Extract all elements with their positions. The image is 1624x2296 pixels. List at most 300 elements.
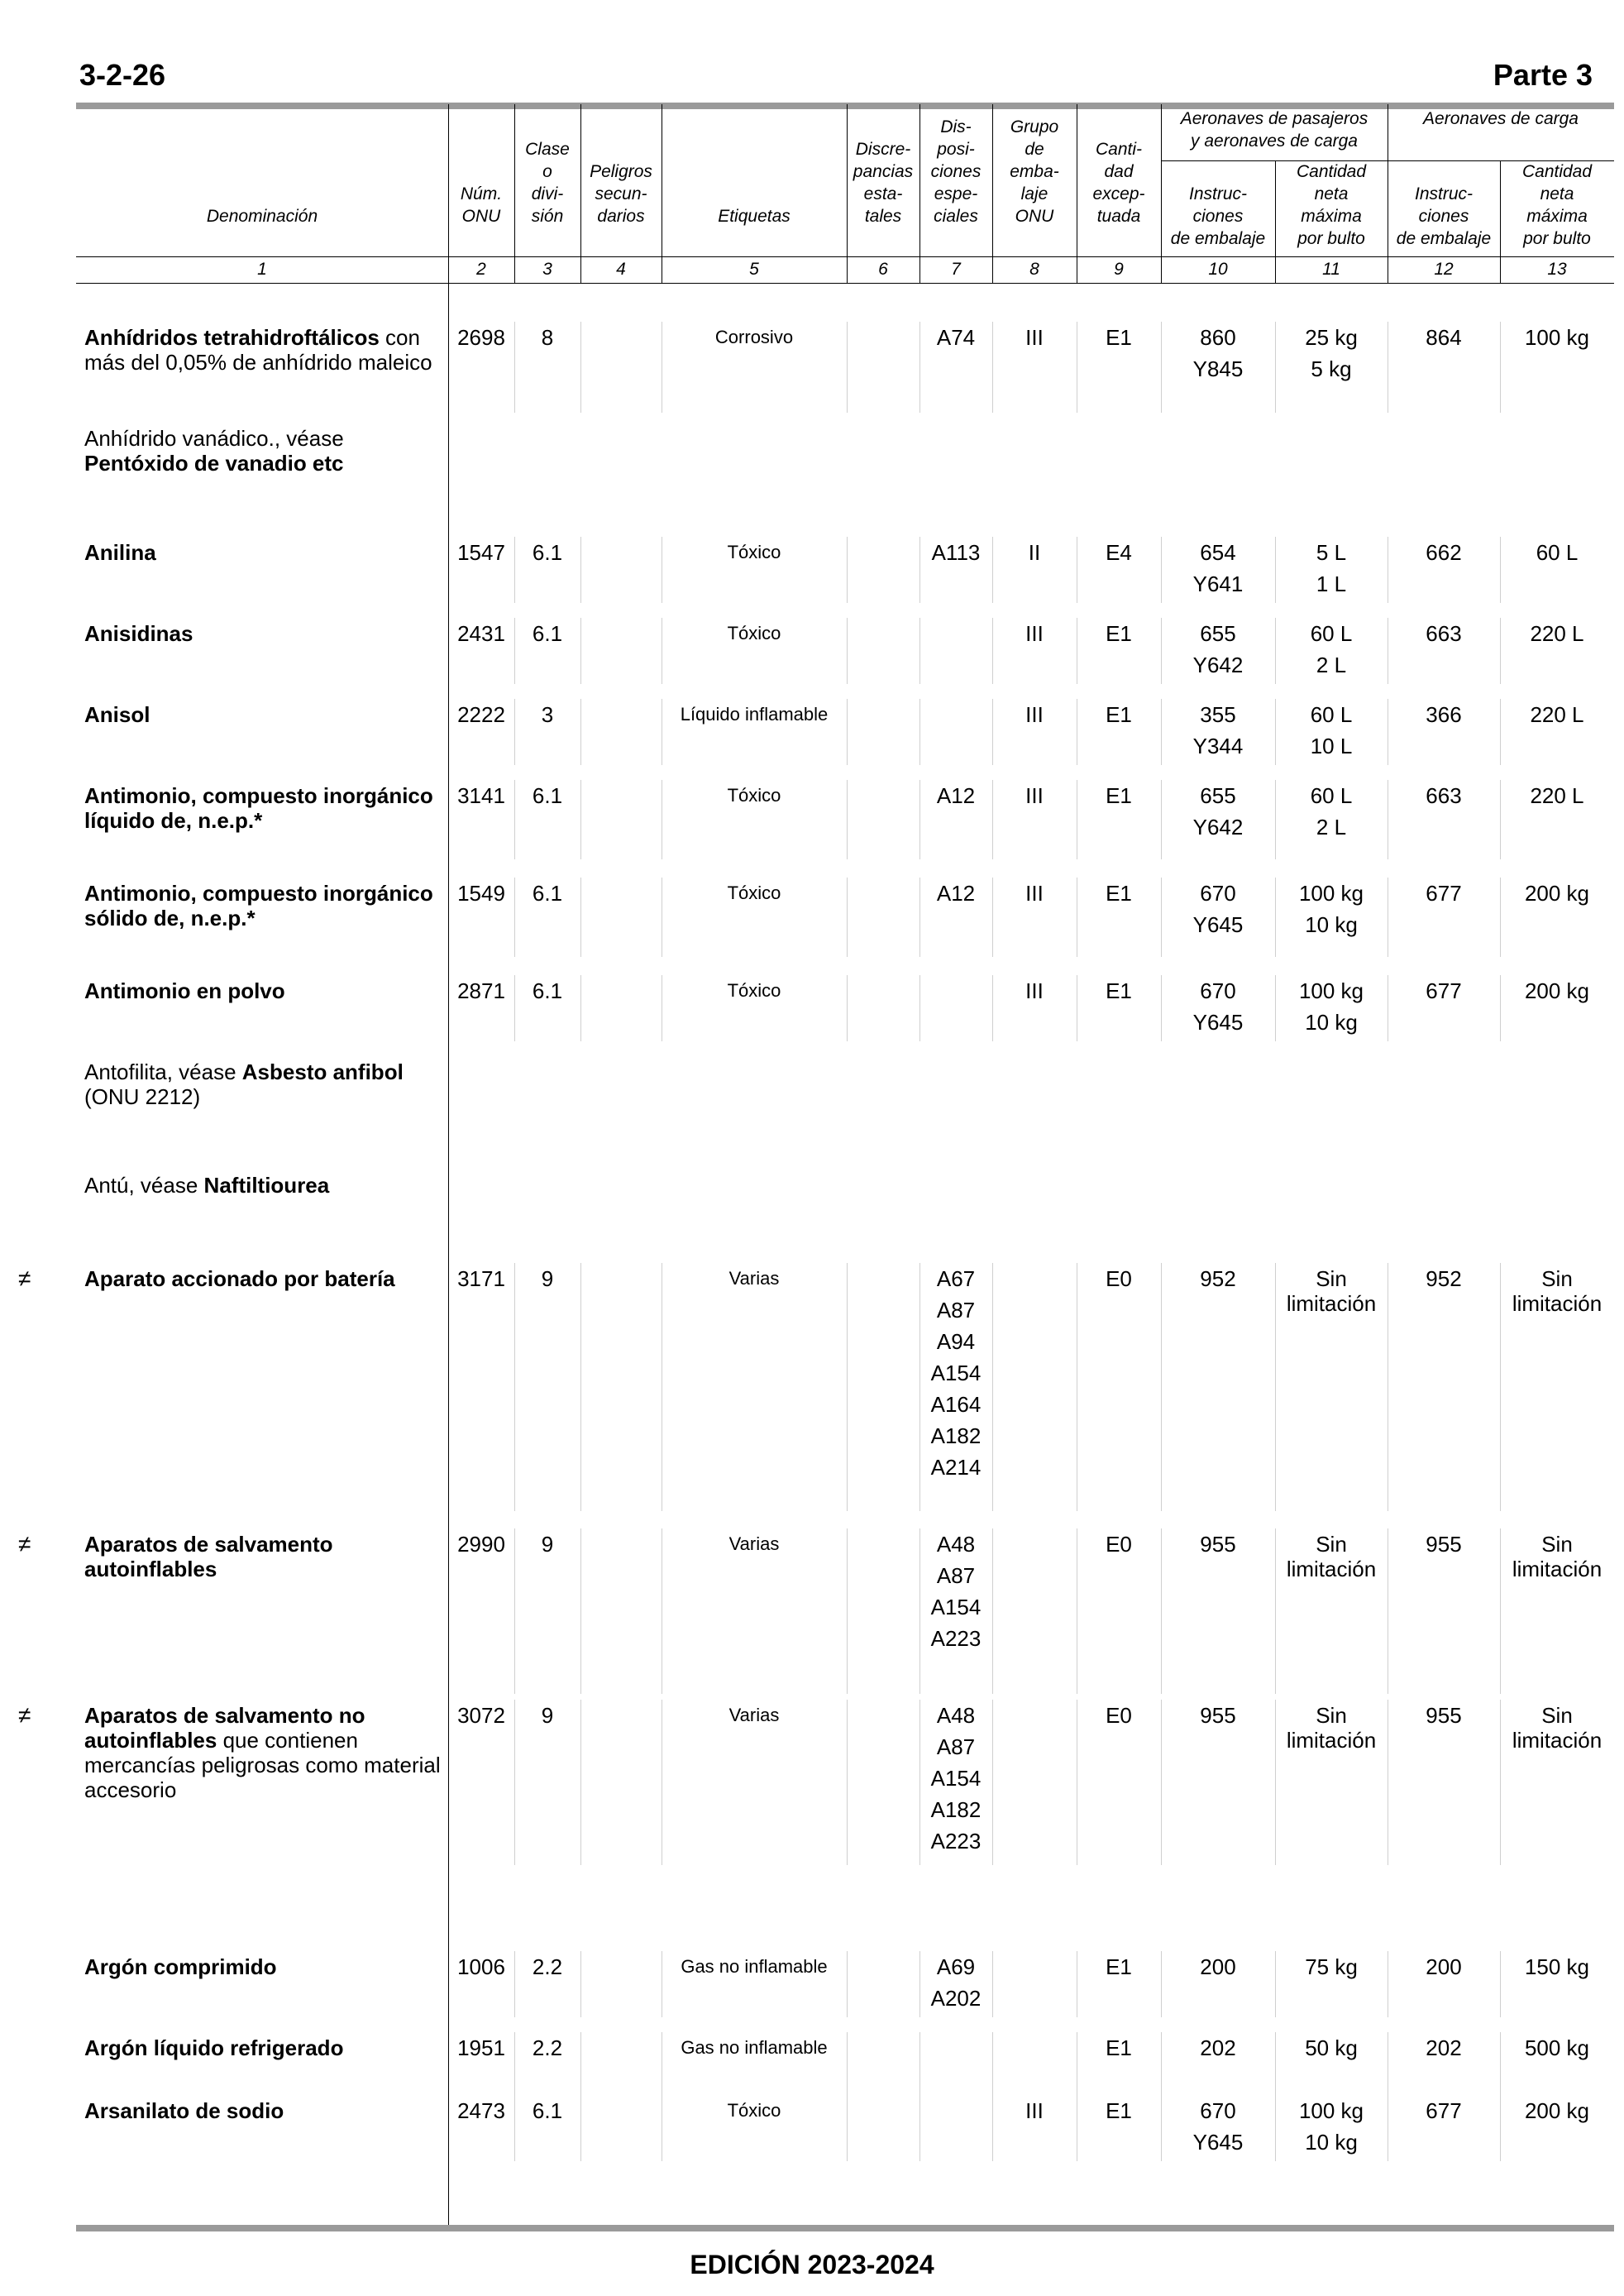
- hazard-class: 2.2: [532, 2035, 563, 2060]
- substance-name: [84, 621, 448, 646]
- net-quantity: 75 kg: [1305, 1954, 1358, 1979]
- header-group-cargo: Aeronaves de carga: [1423, 109, 1579, 128]
- packing-instruction: 952: [1200, 1266, 1236, 1291]
- row-column-guide: [1500, 1951, 1501, 2017]
- row-column-guide: [1275, 1528, 1276, 1694]
- hazard-class: 9: [541, 1703, 554, 1728]
- change-mark: ≠: [18, 1265, 31, 1291]
- row-column-guide: [992, 780, 993, 859]
- row-column-guide: [992, 1951, 993, 2017]
- colnum-11: 11: [1322, 260, 1340, 279]
- special-provision: A154: [930, 1766, 982, 1791]
- substance-name: [84, 978, 448, 1003]
- hazard-label: Tóxico: [727, 980, 781, 1001]
- row-column-guide: [580, 1951, 581, 2017]
- row-column-guide: [580, 1263, 581, 1511]
- row-column-guide: [1161, 878, 1162, 957]
- hazard-label: Tóxico: [727, 785, 781, 806]
- max-net-qty-passenger: [1275, 322, 1388, 385]
- packing-instruction-cargo: 202: [1426, 2035, 1462, 2060]
- name-bold: Aparatos de salvamento autoinflables: [84, 1532, 333, 1581]
- packing-instruction: Y645: [1192, 1010, 1244, 1035]
- excepted-quantity: E1: [1106, 621, 1132, 646]
- excepted-quantity: E1: [1106, 881, 1132, 906]
- substance-name: [84, 1266, 448, 1291]
- row-column-guide: [847, 2095, 848, 2161]
- row-column-guide: [514, 1263, 515, 1511]
- row-column-guide: [580, 780, 581, 859]
- packing-group: III: [1025, 2098, 1044, 2123]
- name-bold: Pentóxido de vanadio etc: [84, 451, 344, 476]
- page-number: 3-2-26: [79, 58, 166, 92]
- colnum-3: 3: [542, 260, 552, 279]
- row-column-guide: [1500, 1700, 1501, 1865]
- header-cantidad-pasajeros: Cantidad neta máxima por bulto: [1296, 162, 1367, 248]
- colnum-13: 13: [1547, 260, 1567, 279]
- special-provision: A74: [936, 325, 976, 350]
- max-net-qty-passenger: [1275, 618, 1388, 681]
- row-column-guide: [919, 1951, 920, 2017]
- net-quantity: Sin: [1316, 1266, 1347, 1291]
- header-peligros: Peligros secun- darios: [590, 162, 652, 226]
- packing-instruction: 955: [1200, 1703, 1236, 1728]
- row-column-guide: [919, 1528, 920, 1694]
- special-provision: A182: [930, 1423, 982, 1448]
- max-net-qty-cargo: [1500, 1266, 1614, 1316]
- net-quantity: 5 kg: [1311, 356, 1352, 381]
- packing-instruction: Y645: [1192, 2130, 1244, 2155]
- row-column-guide: [1500, 699, 1501, 765]
- packing-instruction-passenger: [1161, 1700, 1275, 1731]
- max-net-qty-passenger: [1275, 1703, 1388, 1753]
- row-column-guide: [514, 1951, 515, 2017]
- net-quantity: limitación: [1512, 1291, 1603, 1316]
- hazard-label: Tóxico: [727, 2100, 781, 2121]
- substance-name: [84, 1954, 448, 1979]
- row-column-guide: [1161, 2032, 1162, 2098]
- name-bold: Anisol: [84, 702, 150, 727]
- packing-instruction: 955: [1200, 1532, 1236, 1557]
- name-bold: Anhídridos tetrahidroftálicos: [84, 325, 380, 350]
- header-cantidad-carga: Cantidad neta máxima por bulto: [1521, 162, 1593, 248]
- packing-instruction-cargo: 677: [1426, 2098, 1462, 2123]
- special-provision: A87: [936, 1734, 976, 1759]
- excepted-quantity: E0: [1106, 1266, 1132, 1291]
- packing-instruction: Y641: [1192, 572, 1244, 596]
- net-quantity: 5 L: [1316, 540, 1347, 565]
- packing-instruction-cargo: 677: [1426, 881, 1462, 906]
- packing-instruction: 200: [1200, 1954, 1236, 1979]
- row-column-guide: [1500, 2095, 1501, 2161]
- max-net-qty-cargo: 100 kg: [1524, 325, 1590, 350]
- net-quantity: limitación: [1286, 1291, 1377, 1316]
- row-column-guide: [992, 878, 993, 957]
- special-provision: A12: [936, 881, 976, 906]
- name-bold: Anisidinas: [84, 621, 193, 646]
- row-column-guide: [1275, 2032, 1276, 2098]
- net-quantity: 25 kg: [1305, 325, 1358, 350]
- row-column-guide: [992, 1700, 993, 1865]
- special-provision: A154: [930, 1595, 982, 1619]
- header-instr-carga: Instruc- ciones de embalaje: [1396, 184, 1492, 248]
- special-provision: A69: [936, 1954, 976, 1979]
- substance-name: [84, 2098, 448, 2123]
- row-column-guide: [992, 1263, 993, 1511]
- special-provision: A154: [930, 1361, 982, 1385]
- row-column-guide: [580, 1528, 581, 1694]
- row-column-guide: [1500, 618, 1501, 684]
- substance-name: [84, 1173, 448, 1198]
- row-column-guide: [1500, 2032, 1501, 2098]
- net-quantity: Sin: [1316, 1532, 1347, 1557]
- special-provision: A48: [936, 1532, 976, 1557]
- row-column-guide: [992, 537, 993, 603]
- packing-instruction-passenger: [1161, 322, 1275, 385]
- row-column-guide: [847, 780, 848, 859]
- hazard-label: Varias: [728, 1268, 780, 1289]
- row-column-guide: [919, 780, 920, 859]
- packing-instruction: 355: [1200, 702, 1236, 727]
- hazard-label: Gas no inflamable: [681, 2037, 828, 2058]
- packing-group: II: [1028, 540, 1041, 565]
- row-column-guide: [992, 2095, 993, 2161]
- net-quantity: 100 kg: [1298, 881, 1364, 906]
- row-column-guide: [919, 2032, 920, 2098]
- row-column-guide: [919, 618, 920, 684]
- substance-name: [84, 783, 448, 833]
- hazard-label: Varias: [728, 1533, 780, 1554]
- row-column-guide: [992, 1528, 993, 1694]
- row-column-guide: [514, 1700, 515, 1865]
- excepted-quantity: E1: [1106, 2098, 1132, 2123]
- max-net-qty-passenger: [1275, 1266, 1388, 1316]
- packing-group: III: [1025, 325, 1044, 350]
- special-provisions: [919, 1263, 992, 1483]
- packing-instruction-cargo: 677: [1426, 978, 1462, 1003]
- row-column-guide: [1500, 1528, 1501, 1694]
- net-quantity: 2 L: [1316, 815, 1347, 839]
- row-column-guide: [1500, 975, 1501, 1041]
- net-quantity: 100 kg: [1298, 2098, 1364, 2123]
- row-column-guide: [919, 699, 920, 765]
- excepted-quantity: E0: [1106, 1532, 1132, 1557]
- special-provision: A94: [936, 1329, 976, 1354]
- row-column-guide: [514, 1528, 515, 1694]
- packing-instruction-passenger: [1161, 1263, 1275, 1294]
- colnum-1: 1: [257, 260, 267, 279]
- row-column-guide: [1161, 699, 1162, 765]
- row-column-guide: [847, 699, 848, 765]
- header-num-onu: Núm. ONU: [460, 184, 503, 226]
- max-net-qty-passenger: [1275, 2032, 1388, 2064]
- row-column-guide: [514, 878, 515, 957]
- bottom-rule: [76, 2225, 1614, 2231]
- net-quantity: 2 L: [1316, 653, 1347, 677]
- un-number: 2698: [457, 325, 505, 350]
- row-column-guide: [514, 975, 515, 1041]
- excepted-quantity: E1: [1106, 702, 1132, 727]
- max-net-qty-cargo: [1500, 1532, 1614, 1581]
- row-column-guide: [919, 537, 920, 603]
- special-provisions: [919, 878, 992, 909]
- packing-instruction-cargo: 955: [1426, 1532, 1462, 1557]
- edition-footer: EDICIÓN 2023-2024: [690, 2250, 934, 2279]
- colnum-4: 4: [616, 260, 626, 279]
- row-column-guide: [847, 1951, 848, 2017]
- packing-instruction-cargo: 366: [1426, 702, 1462, 727]
- row-column-guide: [1275, 699, 1276, 765]
- un-number: 2871: [457, 978, 505, 1003]
- part-label: Parte 3: [1493, 58, 1593, 92]
- header-disposiciones: Dis- posi- ciones espe- ciales: [930, 117, 982, 226]
- name-suffix: que contienen mercancías peligrosas como material accesorio: [84, 1728, 441, 1802]
- special-provision: A67: [936, 1266, 976, 1291]
- row-column-guide: [1275, 780, 1276, 859]
- special-provision: A87: [936, 1298, 976, 1323]
- row-column-guide: [847, 975, 848, 1041]
- packing-instruction: 670: [1200, 2098, 1236, 2123]
- special-provision: A113: [931, 540, 981, 565]
- packing-instruction-passenger: [1161, 1951, 1275, 1983]
- substance-name: [84, 1060, 448, 1109]
- net-quantity: 10 kg: [1305, 912, 1358, 937]
- packing-instruction: Y642: [1192, 815, 1244, 839]
- change-mark: ≠: [18, 1531, 31, 1557]
- row-column-guide: [1161, 2095, 1162, 2161]
- hazard-label: Tóxico: [727, 883, 781, 903]
- row-column-guide: [1275, 975, 1276, 1041]
- excepted-quantity: E1: [1106, 783, 1132, 808]
- packing-instruction: 860: [1200, 325, 1236, 350]
- max-net-qty-passenger: [1275, 1532, 1388, 1581]
- substance-name: [84, 702, 448, 727]
- substance-name: [84, 2035, 448, 2060]
- row-column-guide: [992, 975, 993, 1041]
- row-column-guide: [514, 322, 515, 413]
- colnum-7: 7: [951, 260, 961, 279]
- max-net-qty-cargo: 60 L: [1536, 540, 1579, 565]
- packing-instruction-passenger: [1161, 878, 1275, 940]
- name-bold: Antimonio en polvo: [84, 978, 285, 1003]
- packing-instruction-cargo: 663: [1426, 621, 1462, 646]
- packing-group: III: [1025, 978, 1044, 1003]
- un-number: 1547: [457, 540, 505, 565]
- net-quantity: limitación: [1512, 1557, 1603, 1581]
- special-provision: A182: [930, 1797, 982, 1822]
- packing-instruction-cargo: 864: [1426, 325, 1462, 350]
- row-column-guide: [580, 699, 581, 765]
- packing-instruction: 202: [1200, 2035, 1236, 2060]
- un-number: 2222: [457, 702, 505, 727]
- packing-instruction-cargo: 662: [1426, 540, 1462, 565]
- row-column-guide: [1275, 878, 1276, 957]
- row-column-guide: [580, 975, 581, 1041]
- row-column-guide: [847, 1263, 848, 1511]
- packing-instruction: Y845: [1192, 356, 1244, 381]
- row-column-guide: [1275, 1263, 1276, 1511]
- row-column-guide: [514, 2032, 515, 2098]
- hazard-class: 6.1: [532, 881, 563, 906]
- name-bold: Arsanilato de sodio: [84, 2098, 284, 2123]
- row-column-guide: [919, 2095, 920, 2161]
- row-column-guide: [580, 322, 581, 413]
- row-column-guide: [847, 1528, 848, 1694]
- packing-instruction-passenger: [1161, 1528, 1275, 1560]
- hazard-label: Tóxico: [727, 542, 781, 562]
- row-column-guide: [580, 537, 581, 603]
- packing-instruction-cargo: 200: [1426, 1954, 1462, 1979]
- row-column-guide: [847, 537, 848, 603]
- row-column-guide: [919, 1263, 920, 1511]
- hazard-class: 6.1: [532, 783, 563, 808]
- name-bold: Antimonio, compuesto inorgánico sólido de, n.e.p.*: [84, 881, 433, 930]
- max-net-qty-passenger: [1275, 699, 1388, 762]
- hazard-class: 9: [541, 1266, 554, 1291]
- header-clase: Clase o divi- sión: [525, 140, 570, 226]
- special-provisions: [919, 1528, 992, 1654]
- name-suffix: con más del 0,05% de anhídrido maleico: [84, 325, 432, 375]
- row-column-guide: [847, 1700, 848, 1865]
- row-column-guide: [1500, 878, 1501, 957]
- header-etiquetas: Etiquetas: [718, 207, 791, 226]
- special-provisions: [919, 780, 992, 811]
- substance-name: [84, 426, 448, 476]
- row-column-guide: [580, 2095, 581, 2161]
- row-column-guide: [1161, 1700, 1162, 1865]
- hazard-class: 6.1: [532, 2098, 563, 2123]
- row-column-guide: [1500, 537, 1501, 603]
- header-discrepancias: Discre- pancias esta- tales: [853, 140, 914, 226]
- net-quantity: Sin: [1541, 1703, 1573, 1728]
- max-net-qty-passenger: [1275, 975, 1388, 1038]
- max-net-qty-cargo: 150 kg: [1524, 1954, 1590, 1979]
- special-provision: A223: [930, 1626, 982, 1651]
- row-column-guide: [847, 322, 848, 413]
- net-quantity: 10 kg: [1305, 1010, 1358, 1035]
- max-net-qty-cargo: 220 L: [1530, 783, 1584, 808]
- name-bold: Argón líquido refrigerado: [84, 2035, 344, 2060]
- excepted-quantity: E1: [1106, 1954, 1132, 1979]
- excepted-quantity: E1: [1106, 325, 1132, 350]
- row-column-guide: [1275, 537, 1276, 603]
- packing-instruction: Y344: [1192, 734, 1244, 758]
- net-quantity: 100 kg: [1298, 978, 1364, 1003]
- row-column-guide: [514, 2095, 515, 2161]
- packing-instruction: 670: [1200, 881, 1236, 906]
- net-quantity: 10 kg: [1305, 2130, 1358, 2155]
- special-provision: A223: [930, 1829, 982, 1854]
- special-provision: A214: [930, 1455, 982, 1480]
- name-bold: Naftiltiourea: [203, 1173, 330, 1198]
- special-provision: A202: [930, 1986, 982, 2011]
- substance-name: [84, 1532, 448, 1581]
- row-column-guide: [992, 2032, 993, 2098]
- hazard-class: 6.1: [532, 540, 563, 565]
- hazard-label: Líquido inflamable: [680, 704, 829, 725]
- header-cantidad-exceptuada: Canti- dad excep- tuada: [1092, 140, 1145, 226]
- colnum-2: 2: [476, 260, 486, 279]
- change-mark: ≠: [18, 1702, 31, 1728]
- net-quantity: 1 L: [1316, 572, 1347, 596]
- hazard-class: 9: [541, 1532, 554, 1557]
- special-provision: A87: [936, 1563, 976, 1588]
- row-column-guide: [919, 975, 920, 1041]
- packing-instruction: 670: [1200, 978, 1236, 1003]
- packing-instruction-passenger: [1161, 537, 1275, 600]
- hazard-label: Gas no inflamable: [681, 1956, 828, 1977]
- un-number: 3141: [457, 783, 505, 808]
- packing-instruction-passenger: [1161, 618, 1275, 681]
- net-quantity: 60 L: [1310, 702, 1353, 727]
- packing-instruction: 655: [1200, 783, 1236, 808]
- header-grupo-embalaje: Grupo de emba- laje ONU: [1010, 117, 1059, 226]
- max-net-qty-cargo: 200 kg: [1524, 978, 1590, 1003]
- un-number: 2473: [457, 2098, 505, 2123]
- packing-instruction-cargo: 952: [1426, 1266, 1462, 1291]
- net-quantity: Sin: [1541, 1532, 1573, 1557]
- hazard-label: Tóxico: [727, 623, 781, 643]
- header-instr-pasajeros: Instruc- ciones de embalaje: [1170, 184, 1266, 248]
- special-provision: A48: [936, 1703, 976, 1728]
- row-column-guide: [580, 878, 581, 957]
- net-quantity: limitación: [1286, 1557, 1377, 1581]
- packing-instruction-passenger: [1161, 699, 1275, 762]
- row-column-guide: [919, 878, 920, 957]
- packing-instruction: Y642: [1192, 653, 1244, 677]
- colnum-10: 10: [1208, 260, 1228, 279]
- row-column-guide: [1161, 1951, 1162, 2017]
- un-number: 2990: [457, 1532, 505, 1557]
- hazard-label: Varias: [728, 1705, 780, 1725]
- substance-name: [84, 881, 448, 930]
- name-bold: Aparatos de salvamento no autoinflables: [84, 1703, 365, 1753]
- row-column-guide: [1275, 1951, 1276, 2017]
- excepted-quantity: E0: [1106, 1703, 1132, 1728]
- packing-instruction-passenger: [1161, 2032, 1275, 2064]
- net-quantity: 10 L: [1310, 734, 1353, 758]
- colnum-6: 6: [878, 260, 888, 279]
- max-net-qty-cargo: 200 kg: [1524, 881, 1590, 906]
- net-quantity: limitación: [1512, 1728, 1603, 1753]
- special-provisions: [919, 322, 992, 353]
- row-column-guide: [992, 618, 993, 684]
- excepted-quantity: E1: [1106, 2035, 1132, 2060]
- row-column-guide: [1500, 322, 1501, 413]
- row-column-guide: [1161, 1528, 1162, 1694]
- name-bold: Argón comprimido: [84, 1954, 277, 1979]
- un-number: 3171: [457, 1266, 505, 1291]
- special-provisions: [919, 537, 992, 568]
- hazard-class: 6.1: [532, 621, 563, 646]
- un-number: 1006: [457, 1954, 505, 1979]
- substance-name: [84, 325, 448, 375]
- net-quantity: 60 L: [1310, 621, 1353, 646]
- row-column-guide: [919, 1700, 920, 1865]
- row-column-guide: [514, 699, 515, 765]
- row-column-guide: [514, 537, 515, 603]
- packing-instruction-passenger: [1161, 2095, 1275, 2158]
- row-column-guide: [992, 322, 993, 413]
- max-net-qty-cargo: 220 L: [1530, 621, 1584, 646]
- row-column-guide: [1275, 618, 1276, 684]
- max-net-qty-passenger: [1275, 780, 1388, 843]
- name-bold: Aparato accionado por batería: [84, 1266, 395, 1291]
- name-bold: Anilina: [84, 540, 156, 565]
- max-net-qty-passenger: [1275, 2095, 1388, 2158]
- row-column-guide: [847, 878, 848, 957]
- row-column-guide: [580, 1700, 581, 1865]
- row-column-guide: [1275, 2095, 1276, 2161]
